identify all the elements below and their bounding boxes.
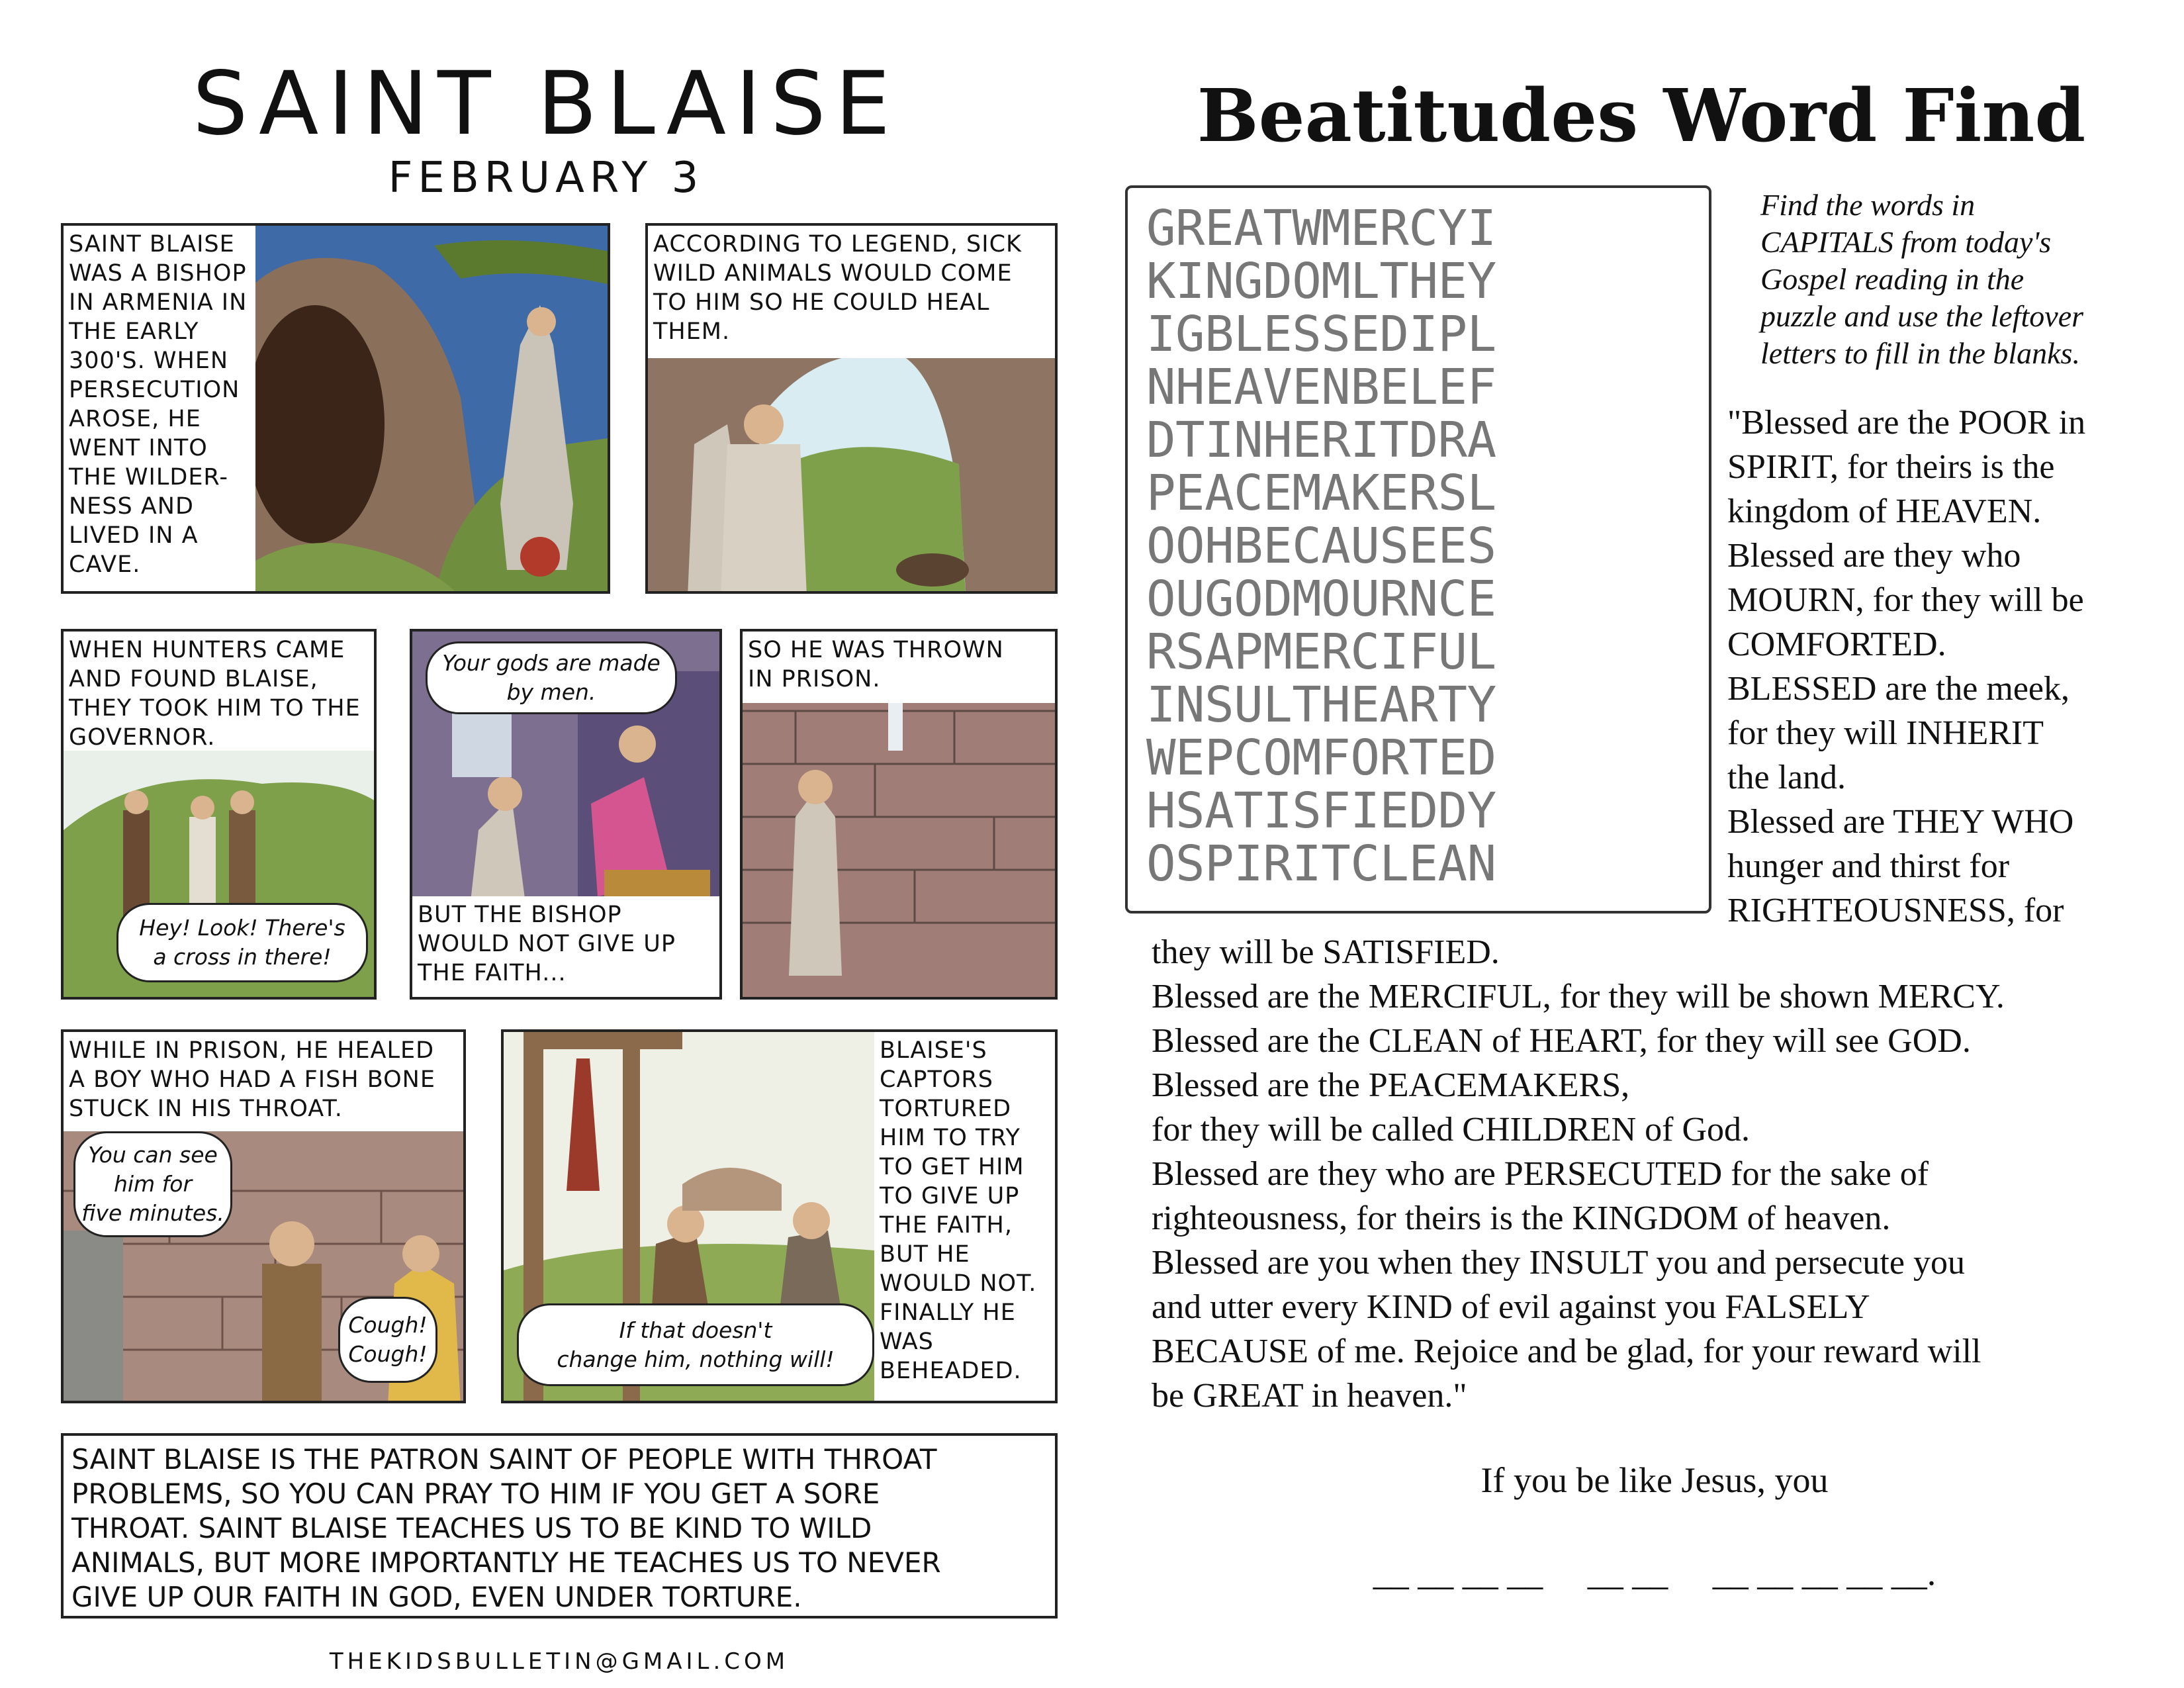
comic-panel-torture [501,1029,1058,1403]
speech-bubble: Cough! Cough! [338,1297,437,1383]
grid-row: GREATWMERCYI [1146,200,1496,257]
grid-row: NHEAVENBELEF [1146,359,1496,416]
summary-text: SAINT BLAISE IS THE PATRON SAINT OF PEOPLE WITH THROAT PROBLEMS, SO YOU CAN PRAY TO HIM IF YOU GET A SORE THROAT. SAINT BLAISE TEACHES US TO BE KIND TO WILD ANIMALS, BUT MORE IMPORTANTLY HE TEACHES US TO NEVER GIVE UP OUR FAITH IN GOD, EVEN UNDER TORTURE. [61,1433,1058,1618]
speech-bubble: Hey! Look! There's a cross in there! [116,903,368,982]
grid-row: PEACEMAKERSL [1146,465,1496,522]
feast-date: FEBRUARY 3 [388,154,704,203]
grid-row: INSULTHEARTY [1146,677,1496,733]
grid-row: WEPCOMFORTED [1146,729,1496,786]
speech-bubble: If that doesn't change him, nothing will! [517,1303,874,1386]
grid-row: HSATISFIEDDY [1146,782,1496,839]
panel-caption: WHEN HUNTERS CAME AND FOUND BLAISE, THEY TOOK HIM TO THE GOVERNOR. [64,632,374,751]
word-find-title: Beatitudes Word Find [1197,73,2086,158]
grid-row: OSPIRITCLEAN [1146,835,1496,892]
panel-caption: WHILE IN PRISON, HE HEALED A BOY WHO HAD A FISH BONE STUCK IN HIS THROAT. [64,1032,463,1131]
grid-row: KINGDOMLTHEY [1146,253,1496,310]
panel-caption: BLAISE'S CAPTORS TORTURED HIM TO TRY TO GET HIM TO GIVE UP THE FAITH, BUT HE WOULD NOT. FINALLY HE WAS BEHEADED. [874,1032,1055,1401]
page-title: SAINT BLAISE [192,53,900,155]
speech-bubble: You can see him for five minutes. [73,1131,232,1237]
grid-row: OUGODMOURNCE [1146,571,1496,628]
comic-panel-hunters [61,629,377,1000]
comic-panel-animals [645,223,1058,594]
grid-row: IGBLESSEDIPL [1146,306,1496,363]
contact-email: THEKIDSBULLETIN@GMAIL.COM [329,1648,790,1675]
comic-panel-healing [61,1029,466,1403]
panel-caption: SAINT BLAISE WAS A BISHOP IN ARMENIA IN THE EARLY 300'S. WHEN PERSECUTION AROSE, HE WENT INTO THE WILDER- NESS AND LIVED IN A CAVE. [64,226,255,594]
word-search-grid [1125,185,1711,914]
panel-caption: BUT THE BISHOP WOULD NOT GIVE UP THE FAITH... [412,896,719,997]
grid-row: DTINHERITDRA [1146,412,1496,469]
answer-blanks: __ __ __ __ __ __ __ __ __ __ __. [1373,1553,1936,1593]
comic-panel-cave [61,223,610,594]
comic-panel-prison [740,629,1058,1000]
gospel-text-bottom: they will be SATISFIED. Blessed are the MERCIFUL, for they will be shown MERCY. Blessed are the CLEAN of HEART, for they will see GOD. Blessed are the PEACEMAKERS, for they will be called CHILDREN of God. Blessed are they who are PERSECUTED for the sake of righteousness, for theirs is the KINGDOM of heaven. Blessed are you when they INSULT you and persecute you and utter every KIND of evil against you FALSELY BECAUSE of me. Rejoice and be glad, for your reward will be GREAT in heaven." [1152,933,2005,1415]
panel-caption: SO HE WAS THROWN IN PRISON. [743,632,1055,703]
comic-panel-governor [410,629,722,1000]
speech-bubble: Your gods are made by men. [426,641,677,714]
puzzle-instructions: Find the words in CAPITALS from today's Gospel reading in the puzzle and use the leftover letters to fill in the blanks. [1760,188,2084,370]
grid-row: RSAPMERCIFUL [1146,624,1496,680]
grid-row: OOHBECAUSEES [1146,518,1496,575]
gospel-text-top: "Blessed are the POOR in SPIRIT, for theirs is the kingdom of HEAVEN. Blessed are they who MOURN, for they will be COMFORTED. BLESSED are the meek, for they will INHERIT the land. Blessed are THEY WHO hunger and thirst for RIGHTEOUSNESS, for [1727,404,2086,929]
fill-in-prompt: If you be like Jesus, you [1480,1460,1829,1500]
panel-caption: ACCORDING TO LEGEND, SICK WILD ANIMALS WOULD COME TO HIM SO HE COULD HEAL THEM. [648,226,1055,358]
